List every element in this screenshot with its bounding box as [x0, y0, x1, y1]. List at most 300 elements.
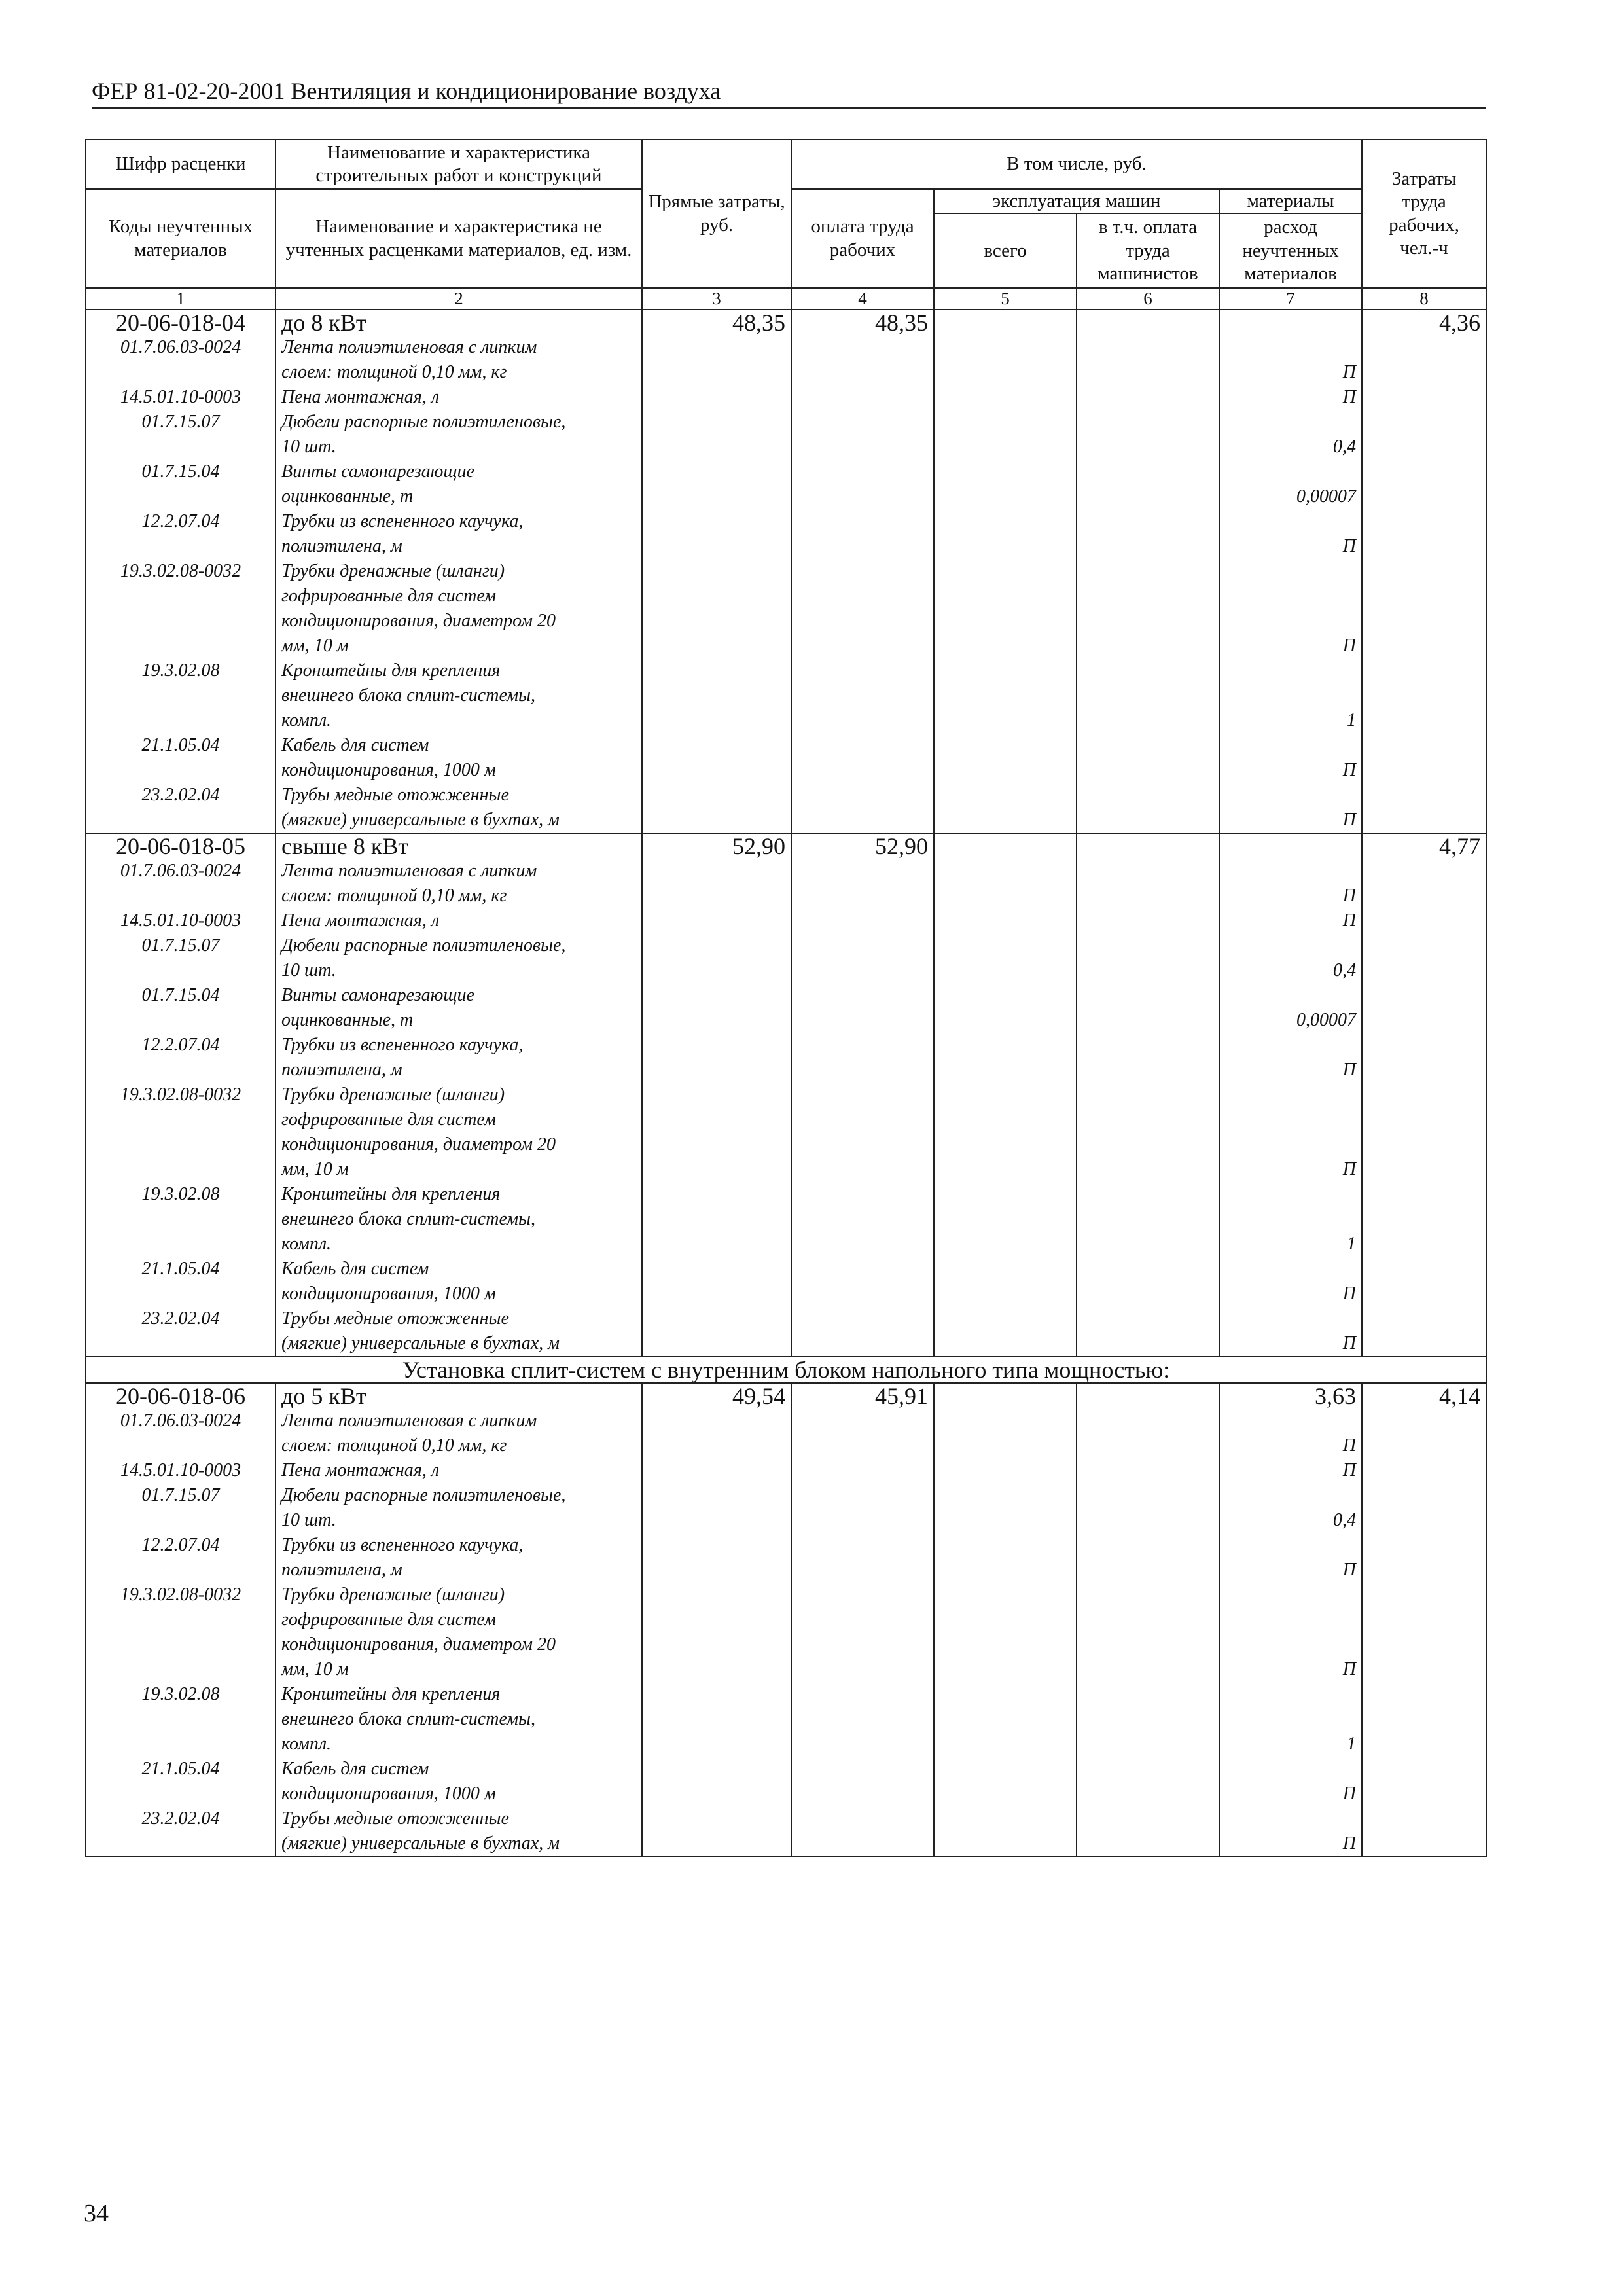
empty-cell: [791, 1132, 934, 1157]
empty-cell: [934, 1008, 1077, 1033]
material-name-line: Кронштейны для крепления: [276, 658, 642, 683]
empty-cell: [791, 1607, 934, 1632]
empty-cell: [934, 1306, 1077, 1331]
material-name-line: компл.: [276, 1732, 642, 1757]
material-row: [86, 1682, 1486, 1707]
material-row: [86, 1632, 1486, 1657]
material-code: [86, 360, 276, 385]
material-name-line: полиэтилена, м: [276, 1558, 642, 1583]
empty-cell: [934, 559, 1077, 584]
empty-cell: [934, 609, 1077, 634]
material-name-line: Пена монтажная, л: [276, 1458, 642, 1483]
empty-cell: [1362, 683, 1486, 708]
empty-cell: [791, 1732, 934, 1757]
empty-cell: [791, 1632, 934, 1657]
material-row: [86, 1033, 1486, 1058]
empty-cell: [1362, 385, 1486, 410]
empty-cell: [1077, 1282, 1219, 1306]
material-code: [86, 1058, 276, 1083]
empty-cell: [791, 459, 934, 484]
empty-cell: [1362, 758, 1486, 783]
material-usage: [1219, 584, 1362, 609]
material-name-line: Трубки дренажные (шланги): [276, 559, 642, 584]
material-code: [86, 1207, 276, 1232]
material-code: 21.1.05.04: [86, 733, 276, 758]
empty-cell: [642, 584, 791, 609]
material-code: [86, 534, 276, 559]
material-code: [86, 1433, 276, 1458]
material-row: [86, 783, 1486, 808]
empty-cell: [1362, 484, 1486, 509]
empty-cell: [642, 1732, 791, 1757]
empty-cell: [1362, 1157, 1486, 1182]
empty-cell: [642, 758, 791, 783]
empty-cell: [1077, 1732, 1219, 1757]
empty-cell: [934, 958, 1077, 983]
material-usage: [1219, 733, 1362, 758]
rate-row: [86, 310, 1486, 335]
empty-cell: [1077, 1558, 1219, 1583]
empty-cell: [791, 933, 934, 958]
empty-cell: [642, 484, 791, 509]
empty-cell: [791, 1083, 934, 1107]
empty-cell: [934, 1806, 1077, 1831]
empty-cell: [791, 1033, 934, 1058]
empty-cell: [642, 1033, 791, 1058]
header-code-bottom: Коды неучтенных материалов: [86, 189, 276, 288]
empty-cell: [1077, 335, 1219, 360]
material-name-line: Кабель для систем: [276, 1257, 642, 1282]
empty-cell: [1077, 1083, 1219, 1107]
header-including: В том числе, руб.: [791, 139, 1362, 189]
machinist-wages: [1077, 1383, 1219, 1408]
material-name-line: мм, 10 м: [276, 1657, 642, 1682]
material-code: [86, 958, 276, 983]
material-code: [86, 1782, 276, 1806]
material-row: [86, 708, 1486, 733]
empty-cell: [791, 1107, 934, 1132]
material-row: [86, 1583, 1486, 1607]
empty-cell: [642, 859, 791, 884]
material-usage: П: [1219, 758, 1362, 783]
empty-cell: [934, 1757, 1077, 1782]
empty-cell: [791, 1558, 934, 1583]
empty-cell: [791, 1207, 934, 1232]
empty-cell: [642, 1583, 791, 1607]
material-name-line: кондиционирования, 1000 м: [276, 1282, 642, 1306]
empty-cell: [791, 484, 934, 509]
material-name-line: Кабель для систем: [276, 733, 642, 758]
material-usage: [1219, 1533, 1362, 1558]
material-name-line: кондиционирования, диаметром 20: [276, 1632, 642, 1657]
empty-cell: [934, 733, 1077, 758]
header-machines: эксплуатация машин: [934, 189, 1219, 213]
empty-cell: [642, 534, 791, 559]
material-name-line: слоем: толщиной 0,10 мм, кг: [276, 884, 642, 908]
material-usage: [1219, 1033, 1362, 1058]
empty-cell: [1362, 1433, 1486, 1458]
empty-cell: [934, 335, 1077, 360]
material-row: [86, 1782, 1486, 1806]
empty-cell: [1077, 410, 1219, 435]
empty-cell: [642, 908, 791, 933]
empty-cell: [1077, 1483, 1219, 1508]
empty-cell: [1077, 958, 1219, 983]
material-usage: П: [1219, 1657, 1362, 1682]
machines-total: [934, 833, 1077, 859]
empty-cell: [1077, 1008, 1219, 1033]
empty-cell: [1077, 884, 1219, 908]
empty-cell: [1362, 1458, 1486, 1483]
empty-cell: [1077, 509, 1219, 534]
empty-cell: [1077, 1058, 1219, 1083]
empty-cell: [934, 1508, 1077, 1533]
material-name-line: мм, 10 м: [276, 634, 642, 658]
material-row: [86, 908, 1486, 933]
material-code: [86, 1732, 276, 1757]
empty-cell: [791, 658, 934, 683]
material-row: [86, 410, 1486, 435]
empty-cell: [934, 884, 1077, 908]
page-number: 34: [84, 2200, 109, 2227]
material-usage: [1219, 1107, 1362, 1132]
material-code: 19.3.02.08-0032: [86, 1583, 276, 1607]
material-usage: 1: [1219, 1232, 1362, 1257]
empty-cell: [1362, 933, 1486, 958]
material-name-line: (мягкие) универсальные в бухтах, м: [276, 1831, 642, 1857]
material-code: 23.2.02.04: [86, 1806, 276, 1831]
empty-cell: [642, 1806, 791, 1831]
empty-cell: [642, 435, 791, 459]
empty-cell: [1077, 933, 1219, 958]
material-usage: [1219, 683, 1362, 708]
material-name-line: Дюбели распорные полиэтиленовые,: [276, 1483, 642, 1508]
empty-cell: [1077, 1607, 1219, 1632]
empty-cell: [1362, 1483, 1486, 1508]
rate-name: до 5 кВт: [276, 1383, 642, 1408]
empty-cell: [791, 1408, 934, 1433]
empty-cell: [642, 1107, 791, 1132]
empty-cell: [934, 1157, 1077, 1182]
empty-cell: [1362, 1657, 1486, 1682]
material-code: [86, 1632, 276, 1657]
empty-cell: [1077, 1207, 1219, 1232]
material-row: [86, 983, 1486, 1008]
empty-cell: [642, 958, 791, 983]
header-machines-total: всего: [934, 213, 1077, 288]
empty-cell: [934, 1433, 1077, 1458]
material-usage: П: [1219, 1458, 1362, 1483]
material-usage: П: [1219, 1433, 1362, 1458]
empty-cell: [1362, 559, 1486, 584]
empty-cell: [1077, 559, 1219, 584]
empty-cell: [1362, 459, 1486, 484]
col-num-4: 4: [791, 288, 934, 310]
material-row: [86, 1331, 1486, 1357]
empty-cell: [1077, 1806, 1219, 1831]
material-name-line: компл.: [276, 1232, 642, 1257]
material-name-line: оцинкованные, т: [276, 1008, 642, 1033]
material-usage: [1219, 1306, 1362, 1331]
material-name-line: гофрированные для систем: [276, 584, 642, 609]
empty-cell: [642, 708, 791, 733]
empty-cell: [791, 1782, 934, 1806]
material-name-line: Винты самонарезающие: [276, 983, 642, 1008]
empty-cell: [1362, 534, 1486, 559]
material-usage: 1: [1219, 708, 1362, 733]
empty-cell: [934, 1058, 1077, 1083]
empty-cell: [934, 1207, 1077, 1232]
material-code: [86, 1232, 276, 1257]
rate-code: 20-06-018-04: [86, 310, 276, 335]
empty-cell: [642, 1831, 791, 1857]
empty-cell: [642, 559, 791, 584]
empty-cell: [1077, 1782, 1219, 1806]
material-usage: [1219, 1182, 1362, 1207]
empty-cell: [1077, 683, 1219, 708]
empty-cell: [642, 1607, 791, 1632]
material-code: 12.2.07.04: [86, 509, 276, 534]
empty-cell: [1077, 1331, 1219, 1357]
material-row: [86, 1657, 1486, 1682]
empty-cell: [642, 1483, 791, 1508]
machinist-wages: [1077, 833, 1219, 859]
empty-cell: [1362, 1306, 1486, 1331]
material-row: [86, 1083, 1486, 1107]
empty-cell: [642, 808, 791, 833]
section-title: Установка сплит-систем с внутренним блоком напольного типа мощностью:: [86, 1357, 1486, 1383]
material-usage: [1219, 1682, 1362, 1707]
empty-cell: [934, 435, 1077, 459]
material-code: [86, 584, 276, 609]
rate-code: 20-06-018-05: [86, 833, 276, 859]
empty-cell: [642, 1132, 791, 1157]
empty-cell: [791, 1508, 934, 1533]
empty-cell: [1362, 410, 1486, 435]
empty-cell: [934, 360, 1077, 385]
empty-cell: [934, 708, 1077, 733]
empty-cell: [934, 1232, 1077, 1257]
empty-cell: [1362, 958, 1486, 983]
empty-cell: [791, 1458, 934, 1483]
material-code: 01.7.15.07: [86, 1483, 276, 1508]
material-code: 21.1.05.04: [86, 1257, 276, 1282]
empty-cell: [1362, 1533, 1486, 1558]
empty-cell: [1362, 1207, 1486, 1232]
empty-cell: [642, 1782, 791, 1806]
material-usage: [1219, 1483, 1362, 1508]
material-code: [86, 609, 276, 634]
empty-cell: [791, 1806, 934, 1831]
empty-cell: [642, 983, 791, 1008]
empty-cell: [642, 1331, 791, 1357]
empty-cell: [642, 783, 791, 808]
empty-cell: [1077, 1508, 1219, 1533]
empty-cell: [1362, 584, 1486, 609]
empty-cell: [1077, 1632, 1219, 1657]
material-name-line: полиэтилена, м: [276, 534, 642, 559]
labor-hours: 4,14: [1362, 1383, 1486, 1408]
material-usage: [1219, 335, 1362, 360]
empty-cell: [1077, 1157, 1219, 1182]
empty-cell: [934, 758, 1077, 783]
empty-cell: [1362, 1707, 1486, 1732]
empty-cell: [1077, 1257, 1219, 1282]
material-row: [86, 1806, 1486, 1831]
material-name-line: Кронштейны для крепления: [276, 1682, 642, 1707]
material-usage: [1219, 859, 1362, 884]
material-usage: [1219, 658, 1362, 683]
empty-cell: [791, 435, 934, 459]
empty-cell: [1362, 733, 1486, 758]
empty-cell: [642, 1433, 791, 1458]
material-usage: П: [1219, 1058, 1362, 1083]
material-usage: П: [1219, 884, 1362, 908]
material-usage: 0,00007: [1219, 1008, 1362, 1033]
empty-cell: [934, 783, 1077, 808]
material-name-line: мм, 10 м: [276, 1157, 642, 1182]
material-row: [86, 1157, 1486, 1182]
material-row: [86, 1008, 1486, 1033]
rate-row: [86, 1383, 1486, 1408]
material-name-line: 10 шт.: [276, 435, 642, 459]
material-row: [86, 1107, 1486, 1132]
material-code: [86, 1157, 276, 1182]
direct-costs: 48,35: [642, 310, 791, 335]
empty-cell: [791, 1008, 934, 1033]
empty-cell: [791, 683, 934, 708]
empty-cell: [1362, 1058, 1486, 1083]
empty-cell: [642, 360, 791, 385]
empty-cell: [934, 1533, 1077, 1558]
material-code: 19.3.02.08: [86, 658, 276, 683]
empty-cell: [642, 1008, 791, 1033]
empty-cell: [1077, 1657, 1219, 1682]
material-usage: [1219, 1806, 1362, 1831]
empty-cell: [934, 484, 1077, 509]
material-code: [86, 634, 276, 658]
empty-cell: [1362, 708, 1486, 733]
material-name-line: 10 шт.: [276, 1508, 642, 1533]
empty-cell: [934, 1558, 1077, 1583]
material-usage: П: [1219, 360, 1362, 385]
material-name-line: Трубки дренажные (шланги): [276, 1583, 642, 1607]
material-code: 23.2.02.04: [86, 1306, 276, 1331]
material-row: [86, 435, 1486, 459]
empty-cell: [934, 1831, 1077, 1857]
empty-cell: [1077, 360, 1219, 385]
empty-cell: [934, 1282, 1077, 1306]
empty-cell: [1077, 859, 1219, 884]
material-row: [86, 933, 1486, 958]
empty-cell: [642, 1682, 791, 1707]
material-usage: [1219, 459, 1362, 484]
empty-cell: [642, 1657, 791, 1682]
empty-cell: [1362, 1008, 1486, 1033]
material-code: 01.7.06.03-0024: [86, 1408, 276, 1433]
empty-cell: [934, 908, 1077, 933]
material-code: 01.7.06.03-0024: [86, 335, 276, 360]
empty-cell: [642, 1408, 791, 1433]
material-row: [86, 484, 1486, 509]
material-usage: [1219, 1707, 1362, 1732]
empty-cell: [791, 1331, 934, 1357]
empty-cell: [791, 609, 934, 634]
material-row: [86, 385, 1486, 410]
empty-cell: [791, 360, 934, 385]
material-code: 01.7.15.07: [86, 933, 276, 958]
empty-cell: [791, 1058, 934, 1083]
empty-cell: [791, 634, 934, 658]
empty-cell: [642, 609, 791, 634]
empty-cell: [1077, 1831, 1219, 1857]
empty-cell: [1362, 1508, 1486, 1533]
material-name-line: кондиционирования, диаметром 20: [276, 609, 642, 634]
material-row: [86, 584, 1486, 609]
material-usage: П: [1219, 385, 1362, 410]
material-usage: [1219, 1607, 1362, 1632]
material-usage: [1219, 410, 1362, 435]
material-name-line: Винты самонарезающие: [276, 459, 642, 484]
empty-cell: [934, 658, 1077, 683]
material-name-line: кондиционирования, 1000 м: [276, 758, 642, 783]
material-code: 01.7.15.07: [86, 410, 276, 435]
material-row: [86, 1458, 1486, 1483]
empty-cell: [791, 1182, 934, 1207]
machines-total: [934, 1383, 1077, 1408]
empty-cell: [1362, 1282, 1486, 1306]
empty-cell: [1077, 1408, 1219, 1433]
material-row: [86, 758, 1486, 783]
empty-cell: [791, 1257, 934, 1282]
empty-cell: [934, 1331, 1077, 1357]
empty-cell: [934, 459, 1077, 484]
material-name-line: гофрированные для систем: [276, 1607, 642, 1632]
material-usage: [1219, 1083, 1362, 1107]
empty-cell: [642, 1058, 791, 1083]
empty-cell: [791, 1306, 934, 1331]
material-name-line: Трубки дренажные (шланги): [276, 1083, 642, 1107]
empty-cell: [791, 958, 934, 983]
empty-cell: [934, 1607, 1077, 1632]
material-code: 14.5.01.10-0003: [86, 385, 276, 410]
empty-cell: [1362, 859, 1486, 884]
empty-cell: [642, 1533, 791, 1558]
empty-cell: [642, 1458, 791, 1483]
direct-costs: 52,90: [642, 833, 791, 859]
material-code: 12.2.07.04: [86, 1533, 276, 1558]
empty-cell: [934, 1583, 1077, 1607]
empty-cell: [1077, 459, 1219, 484]
table-body: [86, 310, 1486, 1857]
material-name-line: компл.: [276, 708, 642, 733]
header-machinist-wages: в т.ч. оплата труда машинистов: [1077, 213, 1219, 288]
material-row: [86, 1282, 1486, 1306]
material-name-line: Трубы медные отожженные: [276, 1806, 642, 1831]
empty-cell: [791, 808, 934, 833]
rate-name: свыше 8 кВт: [276, 833, 642, 859]
material-row: [86, 884, 1486, 908]
empty-cell: [791, 1157, 934, 1182]
material-usage: [1219, 983, 1362, 1008]
material-code: [86, 1132, 276, 1157]
empty-cell: [934, 1782, 1077, 1806]
empty-cell: [1077, 733, 1219, 758]
empty-cell: [934, 933, 1077, 958]
worker-wages: 48,35: [791, 310, 934, 335]
empty-cell: [1077, 1433, 1219, 1458]
empty-cell: [1077, 658, 1219, 683]
